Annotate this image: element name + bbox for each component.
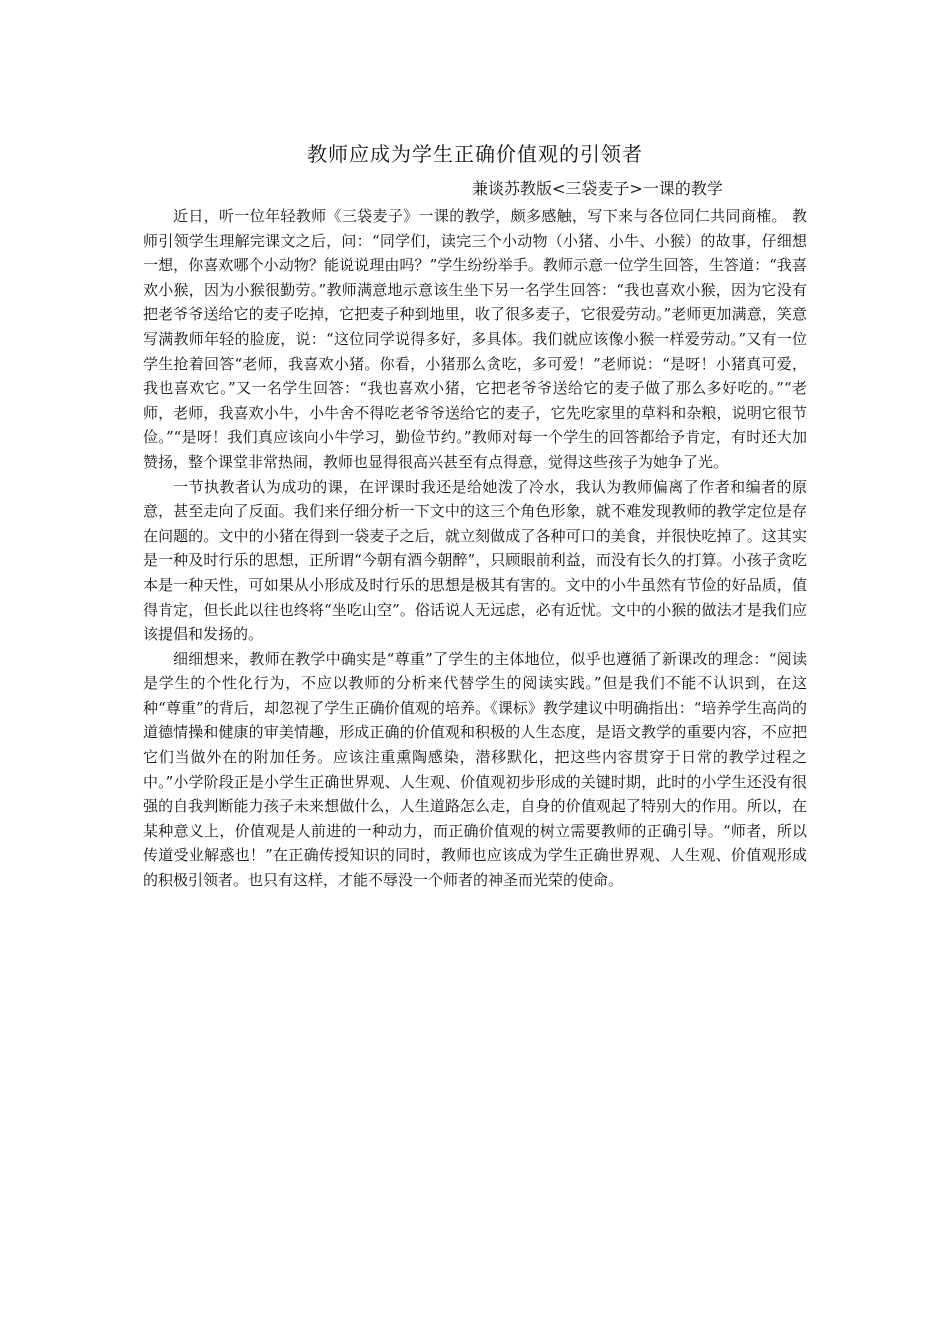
document-body — [143, 204, 807, 893]
document-subtitle: 兼谈苏教版<三袋麦子>一课的教学 — [472, 179, 723, 198]
paragraph-1: 近日，听一位年轻教师《三袋麦子》一课的教学，颇多感触，写下来与各位同仁共同商榷。 教师引领学生理解完课文之后，问：“同学们，读完三个小动物（小猪、小牛、小猴）的故事，仔细想一想，你喜欢哪个小动物？能说说理由吗？”学生纷纷举手。教师示意一位学生回答，生答道：“我喜欢小猴，因为小猴很勤劳。”教师满意地示意该生坐下另一名学生回答：“我也喜欢小猴，因为它没有把老爷爷送给它的麦子吃掉，它把麦子种到地里，收了很多麦子，它很爱劳动。”老师更加满意，笑意写满教师年轻的脸庞，说：“这位同学说得多好，多具体。我们就应该像小猴一样爱劳动。”又有一位学生抢着回答“老师，我喜欢小猪。你看，小猪那么贪吃，多可爱！”老师说：“是呀！小猪真可爱，我也喜欢它。”又一名学生回答：“我也喜欢小猪，它把老爷爷送给它的麦子做了那么多好吃的。”“老师，老师，我喜欢小牛，小牛舍不得吃老爷爷送给它的麦子，它先吃家里的草料和杂粮，说明它很节俭。”“是呀！我们真应该向小牛学习，勤俭节约。”教师对每一个学生的回答都给予肯定，有时还大加赞扬，整个课堂非常热闹，教师也显得很高兴甚至有点得意，觉得这些孩子为她争了光。 — [143, 207, 807, 471]
paragraph-2: 一节执教者认为成功的课，在评课时我还是给她泼了冷水，我认为教师偏离了作者和编者的原意，甚至走向了反面。我们来仔细分析一下文中的这三个角色形象，就不难发现教师的教学定位是存在问题的。文中的小猪在得到一袋麦子之后，就立刻做成了各种可口的美食，并很快吃掉了。这其实是一种及时行乐的思想，正所谓“今朝有酒今朝醉”，只顾眼前利益，而没有长久的打算。小孩子贪吃本是一种天性，可如果从小形成及时行乐的思想是极其有害的。文中的小牛虽然有节俭的好品质，值得肯定，但长此以往也终将“坐吃山空”。俗话说人无远虑，必有近忧。文中的小猴的做法才是我们应该提倡和发扬的。 — [143, 477, 807, 644]
document-title: 教师应成为学生正确价值观的引领者 — [307, 142, 643, 166]
paragraph-3: 细细想来，教师在教学中确实是“尊重”了学生的主体地位，似乎也遵循了新课改的理念：“阅读是学生的个性化行为，不应以教师的分析来代替学生的阅读实践。”但是我们不能不认识到，在这种“尊重”的背后，却忽视了学生正确价值观的培养。《课标》教学建议中明确指出：“培养学生高尚的道德情操和健康的审美情趣，形成正确的价值观和积极的人生态度，是语文教学的重要内容，不应把它们当做外在的附加任务。应该注重熏陶感染，潜移默化，把这些内容贯穿于日常的教学过程之中。”小学阶段正是小学生正确世界观、人生观、价值观初步形成的关键时期，此时的小学生还没有很强的自我判断能力孩子未来想做什么，人生道路怎么走，自身的价值观起了特别大的作用。所以，在某种意义上，价值观是人前进的一种动力，而正确价值观的树立需要教师的正确引导。“师者，所以传道受业解惑也！”在正确传授知识的同时，教师也应该成为学生正确世界观、人生观、价值观形成的积极引领者。也只有这样，才能不辱没一个师者的神圣而光荣的使命。 — [143, 649, 807, 890]
